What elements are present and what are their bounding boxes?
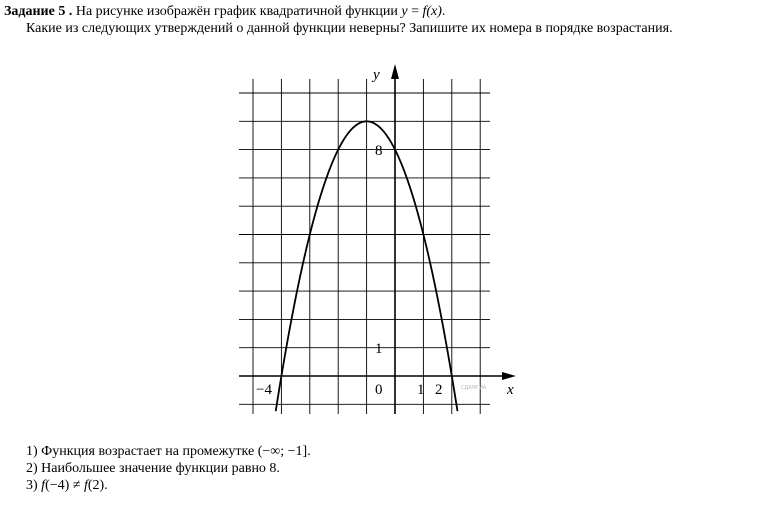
tick-label-x-0: 0 xyxy=(375,382,383,398)
equation-f: f xyxy=(422,4,427,19)
tick-label-y-8: 8 xyxy=(375,143,383,159)
watermark: СДАМГИА xyxy=(461,385,487,391)
equation-y: y xyxy=(401,4,408,19)
axes xyxy=(239,64,516,414)
y-axis-label: y xyxy=(373,67,380,83)
equation-arg: (x) xyxy=(426,4,442,19)
task-text-end: . xyxy=(441,4,446,19)
task-number: Задание 5 . xyxy=(4,4,73,19)
task-text: На рисунке изображён график квадратичной функции xyxy=(72,4,402,19)
statement-3-f2: f xyxy=(83,478,88,493)
statement-3 xyxy=(26,477,108,494)
x-axis-arrow xyxy=(502,372,516,380)
statement-1: 1) Функция возрастает на промежутке (−∞; −1]. xyxy=(26,444,311,459)
tick-label-y-1: 1 xyxy=(375,341,383,357)
statement-3-arg2: (2). xyxy=(87,478,108,493)
statement-3-num: 3) xyxy=(26,478,42,493)
tick-label-x-neg4: −4 xyxy=(256,382,272,398)
statement-2: 2) Наибольшее значение функции равно 8. xyxy=(26,461,280,476)
x-axis-label: x xyxy=(507,382,514,398)
statement-3-arg1: (−4) ≠ xyxy=(45,478,84,493)
equation-equals: = xyxy=(407,4,423,19)
grid xyxy=(239,79,490,414)
task-question: Какие из следующих утверждений о данной функции неверны? Запишите их номера в порядке возрастания. xyxy=(26,21,673,36)
tick-label-x-2: 2 xyxy=(435,382,443,398)
statement-3-f1: f xyxy=(41,478,46,493)
tick-label-x-1: 1 xyxy=(417,382,425,398)
y-axis-arrow xyxy=(391,64,399,79)
